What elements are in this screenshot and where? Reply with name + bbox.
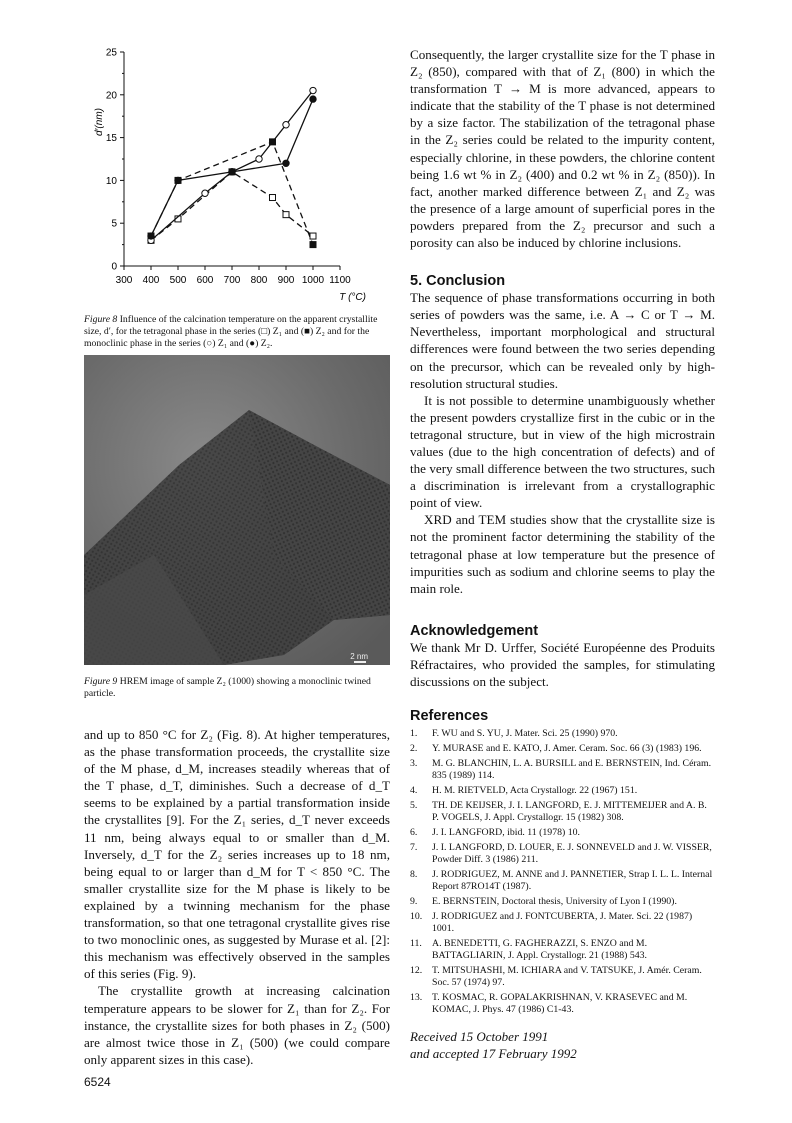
data-point-open-square [310, 233, 316, 239]
reference-text: Y. MURASE and E. KATO, J. Amer. Ceram. Soc. 66 (3) (1983) 196. [432, 743, 702, 755]
reference-text: TH. DE KEIJSER, J. I. LANGFORD, E. J. MITTEMEIJER and A. B. P. VOGELS, J. Appl. Crystallogr. 15 (1982) 308. [432, 800, 707, 824]
reference-item [410, 992, 715, 1016]
figure-9-hrem-image [84, 355, 390, 665]
accepted-date: and accepted 17 February 1992 [410, 1046, 577, 1062]
chart-axes [106, 48, 351, 287]
data-point-filled-circle [310, 96, 316, 102]
reference-number: 1. [410, 728, 418, 740]
conclusion-paragraph-3: XRD and TEM studies show that the crystallite size is not the prominent factor determining the stability of the tetragonal phase at low temperature but the presence of impurities such as sodium and chlorine seems to play the main role. [410, 512, 715, 596]
data-point-filled-circle [229, 169, 235, 175]
x-tick-label: 1000 [301, 275, 325, 286]
x-axis-label: T (°C) [339, 292, 366, 303]
x-tick-label: 400 [142, 275, 160, 286]
data-point-filled-circle [175, 177, 181, 183]
data-point-open-circle [310, 87, 316, 93]
figure-8-caption-text: Influence of the calcination temperature on the apparent crystallite size, d′, for the tetragonal phase in the series (□) Z₁ and (■) Z₂ and for the monoclinic phase in the series (○) Z₁ and (●) Z₂. [84, 314, 378, 349]
received-date: Received 15 October 1991 [410, 1029, 549, 1045]
scale-bar-label: 2 nm [350, 652, 368, 661]
reference-text: E. BERNSTEIN, Doctoral thesis, University of Lyon I (1990). [432, 896, 677, 908]
reference-list [410, 728, 715, 1016]
reference-number: 11. [410, 938, 422, 950]
right-paragraph-1: Consequently, the larger crystallite size for the T phase in Z₂ (850), compared with that of Z₁ (800) in which the transformation T → M is more advanced, appears to indicate that the stability of the T phase is not determined by a size factor. The stabilization of the tetragonal phase in the Z₂ series could be related to the impurity content, especially chlorine, in these powders, the chlorine content being 1.6 wt % in Z₂ (400) and 0.2 wt % in Z₂ (850)). In fact, another marked difference between Z₁ and Z₂ was the presence of a large amount of superficial pores in the powders prepared from the Z₂ precursor and such a porosity can also be induced by chlorine inclusions. [410, 47, 715, 251]
x-tick-label: 300 [115, 275, 133, 286]
x-tick-label: 800 [250, 275, 268, 286]
reference-number: 13. [410, 992, 423, 1004]
reference-item [410, 827, 715, 839]
reference-item [410, 800, 715, 824]
reference-text: T. MITSUHASHI, M. ICHIARA and V. TATSUKE, J. Amér. Ceram. Soc. 57 (1974) 97. [432, 965, 702, 989]
left-paragraph-1: and up to 850 °C for Z₂ (Fig. 8). At higher temperatures, as the phase transformation proceeds, the crystallite size of the M phase, d_M, increases steadily whereas that of the T phase, d_T, diminishes. Such a decrease of d_T seems to be explained by a partial transformation inside the crystallites [9]. For the Z₁ series, d_T never exceeds 11 nm, being always equal to or smaller than d_M. Inversely, d_T for the Z₂ series increases up to 18 nm, being equal to or larger than d_M for T < 850 °C. The smaller crystallite size for the M phase is likely to be explained by a twinning mechanism for the phase transformation, so that one tetragonal crystallite gives rise to two monoclinic ones, as suggested by Murase et al. [2]: this mechanism was effectively observed in the samples of this series (Fig. 9). [84, 727, 390, 982]
x-tick-label: 900 [277, 275, 295, 286]
page-number: 6524 [84, 1075, 111, 1089]
figure-8-chart [84, 44, 404, 306]
reference-number: 3. [410, 758, 418, 770]
reference-text: M. G. BLANCHIN, L. A. BURSILL and E. BERNSTEIN, Ind. Céram. 835 (1989) 114. [432, 758, 712, 782]
data-point-open-square [283, 212, 289, 218]
acknowledgement-heading: Acknowledgement [410, 622, 539, 639]
y-tick-label: 25 [105, 47, 117, 59]
chart-series-group [148, 87, 316, 247]
conclusion-heading: 5. Conclusion [410, 273, 506, 290]
figure-8-caption [84, 314, 390, 350]
figure-9-caption-label: Figure 9 [84, 676, 118, 687]
reference-text: J. I. LANGFORD, D. LOUER, E. J. SONNEVELD and J. W. VISSER, Powder Diff. 3 (1986) 211. [432, 842, 712, 866]
reference-item [410, 911, 715, 935]
data-point-filled-circle [283, 160, 289, 166]
reference-item [410, 743, 715, 755]
reference-number: 12. [410, 965, 423, 977]
reference-text: J. RODRIGUEZ and J. FONTCUBERTA, J. Mater. Sci. 22 (1987) 1001. [432, 911, 693, 935]
reference-number: 5. [410, 800, 418, 812]
reference-text: T. KOSMAC, R. GOPALAKRISHNAN, V. KRASEVEC and M. KOMAC, J. Phys. 47 (1986) C1-43. [432, 992, 688, 1016]
reference-number: 6. [410, 827, 418, 839]
y-tick-label: 15 [105, 133, 117, 145]
figure-9-caption [84, 676, 390, 700]
data-point-open-circle [283, 122, 289, 128]
reference-number: 4. [410, 785, 418, 797]
reference-text: J. I. LANGFORD, ibid. 11 (1978) 10. [432, 827, 580, 839]
reference-item [410, 869, 715, 893]
reference-text: A. BENEDETTI, G. FAGHERAZZI, S. ENZO and M. BATTAGLIARIN, J. Appl. Crystallogr. 21 (1988) 543. [432, 938, 648, 962]
reference-text: J. RODRIGUEZ, M. ANNE and J. PANNETIER, Strap I. L. L. Internal Report 87RO14T (1987). [432, 869, 713, 893]
y-tick-label: 10 [105, 175, 117, 187]
reference-item [410, 785, 715, 797]
y-tick-label: 5 [111, 218, 117, 230]
x-tick-label: 500 [169, 275, 187, 286]
reference-text: H. M. RIETVELD, Acta Crystallogr. 22 (1967) 151. [432, 785, 638, 797]
data-point-open-square [270, 195, 276, 201]
reference-item [410, 758, 715, 782]
data-point-open-circle [256, 156, 262, 162]
y-axis-label: d′(nm) [94, 108, 105, 136]
data-point-filled-circle [148, 233, 154, 239]
y-tick-label: 20 [105, 90, 117, 102]
reference-number: 8. [410, 869, 418, 881]
figure-9-caption-text: HREM image of sample Z₂ (1000) showing a monoclinic twined particle. [84, 676, 371, 699]
reference-item [410, 938, 715, 962]
acknowledgement-text: We thank Mr D. Urffer, Société Européenne des Produits Réfractaires, who provided the samples, for stimulating discussions on the subject. [410, 639, 715, 689]
reference-item [410, 965, 715, 989]
references-heading: References [410, 708, 489, 725]
reference-item [410, 896, 715, 908]
x-tick-label: 600 [196, 275, 214, 286]
data-point-open-circle [202, 190, 208, 196]
right-column [410, 46, 715, 1062]
left-column-text [84, 726, 390, 1068]
conclusion-paragraph-1: The sequence of phase transformations occurring in both series of powders was the same, i.e. A → C or T → M. Nevertheless, important morphological and structural differences were found between the two series depending on the precursor, which can be revealed only by high-resolution structural studies. [410, 290, 715, 391]
left-paragraph-2: The crystallite growth at increasing calcination temperature appears to be slower for Z₁ than for Z₂. For instance, the crystallite sizes for both phases in Z₂ (500) are almost twice those in Z₁ (500) (we could compare only apparent sizes in this case). [84, 983, 390, 1067]
reference-number: 7. [410, 842, 418, 854]
x-tick-label: 700 [223, 275, 241, 286]
reference-number: 10. [410, 911, 423, 923]
x-tick-label: 1100 [329, 275, 351, 286]
reference-text: F. WU and S. YU, J. Mater. Sci. 25 (1990) 970. [432, 728, 618, 740]
reference-item [410, 842, 715, 866]
reference-item [410, 728, 715, 740]
figure-8-caption-label: Figure 8 [84, 314, 118, 325]
conclusion-paragraph-2: It is not possible to determine unambiguously whether the present powders crystallize first in the cubic or in the tetragonal structure, but in view of the high microstrain values (due to the high concentration of defects) and of the very small difference between the two structures, such a discrimination is irrelevant from a crystallographic point of view. [410, 392, 715, 511]
scale-bar [354, 661, 366, 663]
reference-number: 2. [410, 743, 418, 755]
y-tick-label: 0 [111, 261, 117, 273]
data-point-filled-square [310, 242, 316, 248]
reference-number: 9. [410, 896, 418, 908]
